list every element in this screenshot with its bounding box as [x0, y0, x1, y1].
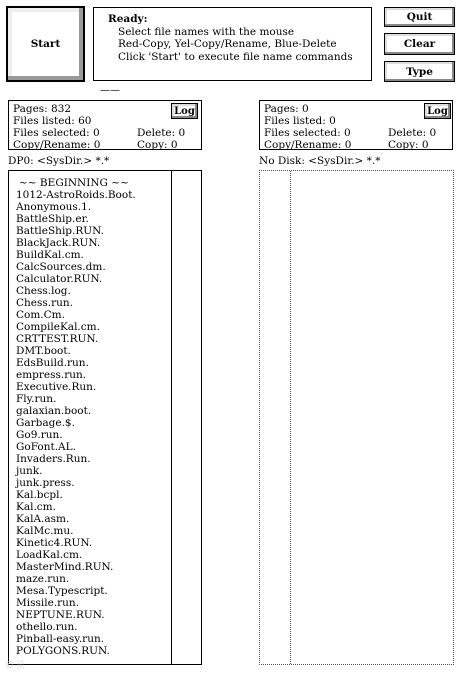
pages-count: Pages: 832 [13, 103, 72, 115]
file-list-item[interactable]: BattleShip.er. [16, 213, 89, 225]
status-message-box [93, 7, 372, 81]
instruction-line: Select file names with the mouse [118, 25, 295, 38]
clear-button[interactable]: Clear [384, 33, 455, 55]
file-list-item[interactable]: CRTTEST.RUN. [16, 333, 99, 345]
right-file-list[interactable] [259, 170, 454, 665]
file-list-item[interactable]: CompileKal.cm. [16, 321, 100, 333]
start-button[interactable]: Start [6, 6, 85, 82]
file-list-item[interactable]: Invaders.Run. [16, 453, 91, 465]
file-list-item[interactable]: MasterMind.RUN. [16, 561, 114, 573]
quit-button[interactable]: Quit [384, 7, 455, 27]
file-list-item[interactable]: 1012-AstroRoids.Boot. [16, 189, 136, 201]
files-listed: Files listed: 60 [13, 115, 92, 127]
file-list-item[interactable]: maze.run. [16, 573, 70, 585]
file-list-item[interactable]: Calculator.RUN. [16, 273, 103, 285]
file-list-item[interactable]: othello.run. [16, 621, 78, 633]
file-list-item[interactable]: BattleShip.RUN. [16, 225, 104, 237]
file-list-item[interactable]: Pinball-easy.run. [16, 633, 105, 645]
files-selected: Files selected: 0 [13, 127, 100, 139]
file-list-item[interactable]: Executive.Run. [16, 381, 97, 393]
delete-count: Delete: 0 [388, 127, 437, 139]
pages-count: Pages: 0 [264, 103, 309, 115]
file-list-item[interactable]: BuildKal.cm. [16, 249, 84, 261]
file-list-item[interactable]: KalA.asm. [16, 513, 70, 525]
left-file-list[interactable] [8, 170, 202, 665]
copy-rename-count: Copy/Rename: 0 [264, 139, 352, 151]
file-list-item[interactable]: junk.press. [16, 477, 75, 489]
copy-count: Copy: 0 [388, 139, 429, 151]
left-log-button[interactable]: Log [171, 103, 198, 119]
file-list-item[interactable]: Chess.log. [16, 285, 71, 297]
right-log-button[interactable]: Log [424, 103, 451, 119]
file-list-item[interactable]: Garbage.$. [16, 417, 75, 429]
selection-column-divider [171, 171, 172, 664]
selection-column-divider [290, 171, 291, 664]
file-list-items [9, 171, 201, 657]
file-list-item[interactable]: Kinetic4.RUN. [16, 537, 93, 549]
file-list-item[interactable]: Anonymous.1. [16, 201, 92, 213]
right-directory-label: No Disk: <SysDir.> *.* [259, 155, 381, 167]
separator-dash: —— [100, 85, 120, 96]
file-list-item[interactable]: Com.Cm. [16, 309, 65, 321]
file-list-item[interactable]: NEPTUNE.RUN. [16, 609, 105, 621]
file-list-item[interactable]: BlackJack.RUN. [16, 237, 101, 249]
file-list-item[interactable]: Kal.bcpl. [16, 489, 63, 501]
file-list-item[interactable]: Missile.run. [16, 597, 80, 609]
files-listed: Files listed: 0 [264, 115, 336, 127]
file-list-item[interactable]: galaxian.boot. [16, 405, 92, 417]
file-list-item[interactable]: empress.run. [16, 369, 87, 381]
type-button[interactable]: Type [384, 61, 455, 82]
left-directory-label: DP0: <SysDir.> *.* [8, 155, 110, 167]
copy-rename-count: Copy/Rename: 0 [13, 139, 101, 151]
delete-count: Delete: 0 [137, 127, 186, 139]
file-list-item[interactable]: CalcSources.dm. [16, 261, 106, 273]
file-list-item[interactable]: EdsBuild.run. [16, 357, 89, 369]
file-list-item[interactable]: POLYGONS.RUN. [16, 645, 110, 657]
watermark: © 🖹 [5, 661, 25, 671]
file-list-item[interactable]: Chess.run. [16, 297, 74, 309]
file-list-item[interactable]: Fly.run. [16, 393, 57, 405]
file-list-item[interactable]: Kal.cm. [16, 501, 56, 513]
file-list-item[interactable]: DMT.boot. [16, 345, 71, 357]
status-title: Ready: [108, 13, 148, 25]
file-list-item[interactable]: Go9.run. [16, 429, 63, 441]
instruction-line: Click 'Start' to execute file name commands [118, 50, 353, 63]
file-list-item[interactable]: junk. [16, 465, 43, 477]
file-list-item[interactable]: ~~ BEGINNING ~~ [19, 177, 129, 189]
file-list-item[interactable]: KalMc.mu. [16, 525, 74, 537]
copy-count: Copy: 0 [137, 139, 178, 151]
file-list-item[interactable]: GoFont.AL. [16, 441, 76, 453]
file-list-item[interactable]: LoadKal.cm. [16, 549, 83, 561]
instruction-line: Red-Copy, Yel-Copy/Rename, Blue-Delete [118, 38, 337, 50]
files-selected: Files selected: 0 [264, 127, 351, 139]
file-list-item[interactable]: Mesa.Typescript. [16, 585, 108, 597]
